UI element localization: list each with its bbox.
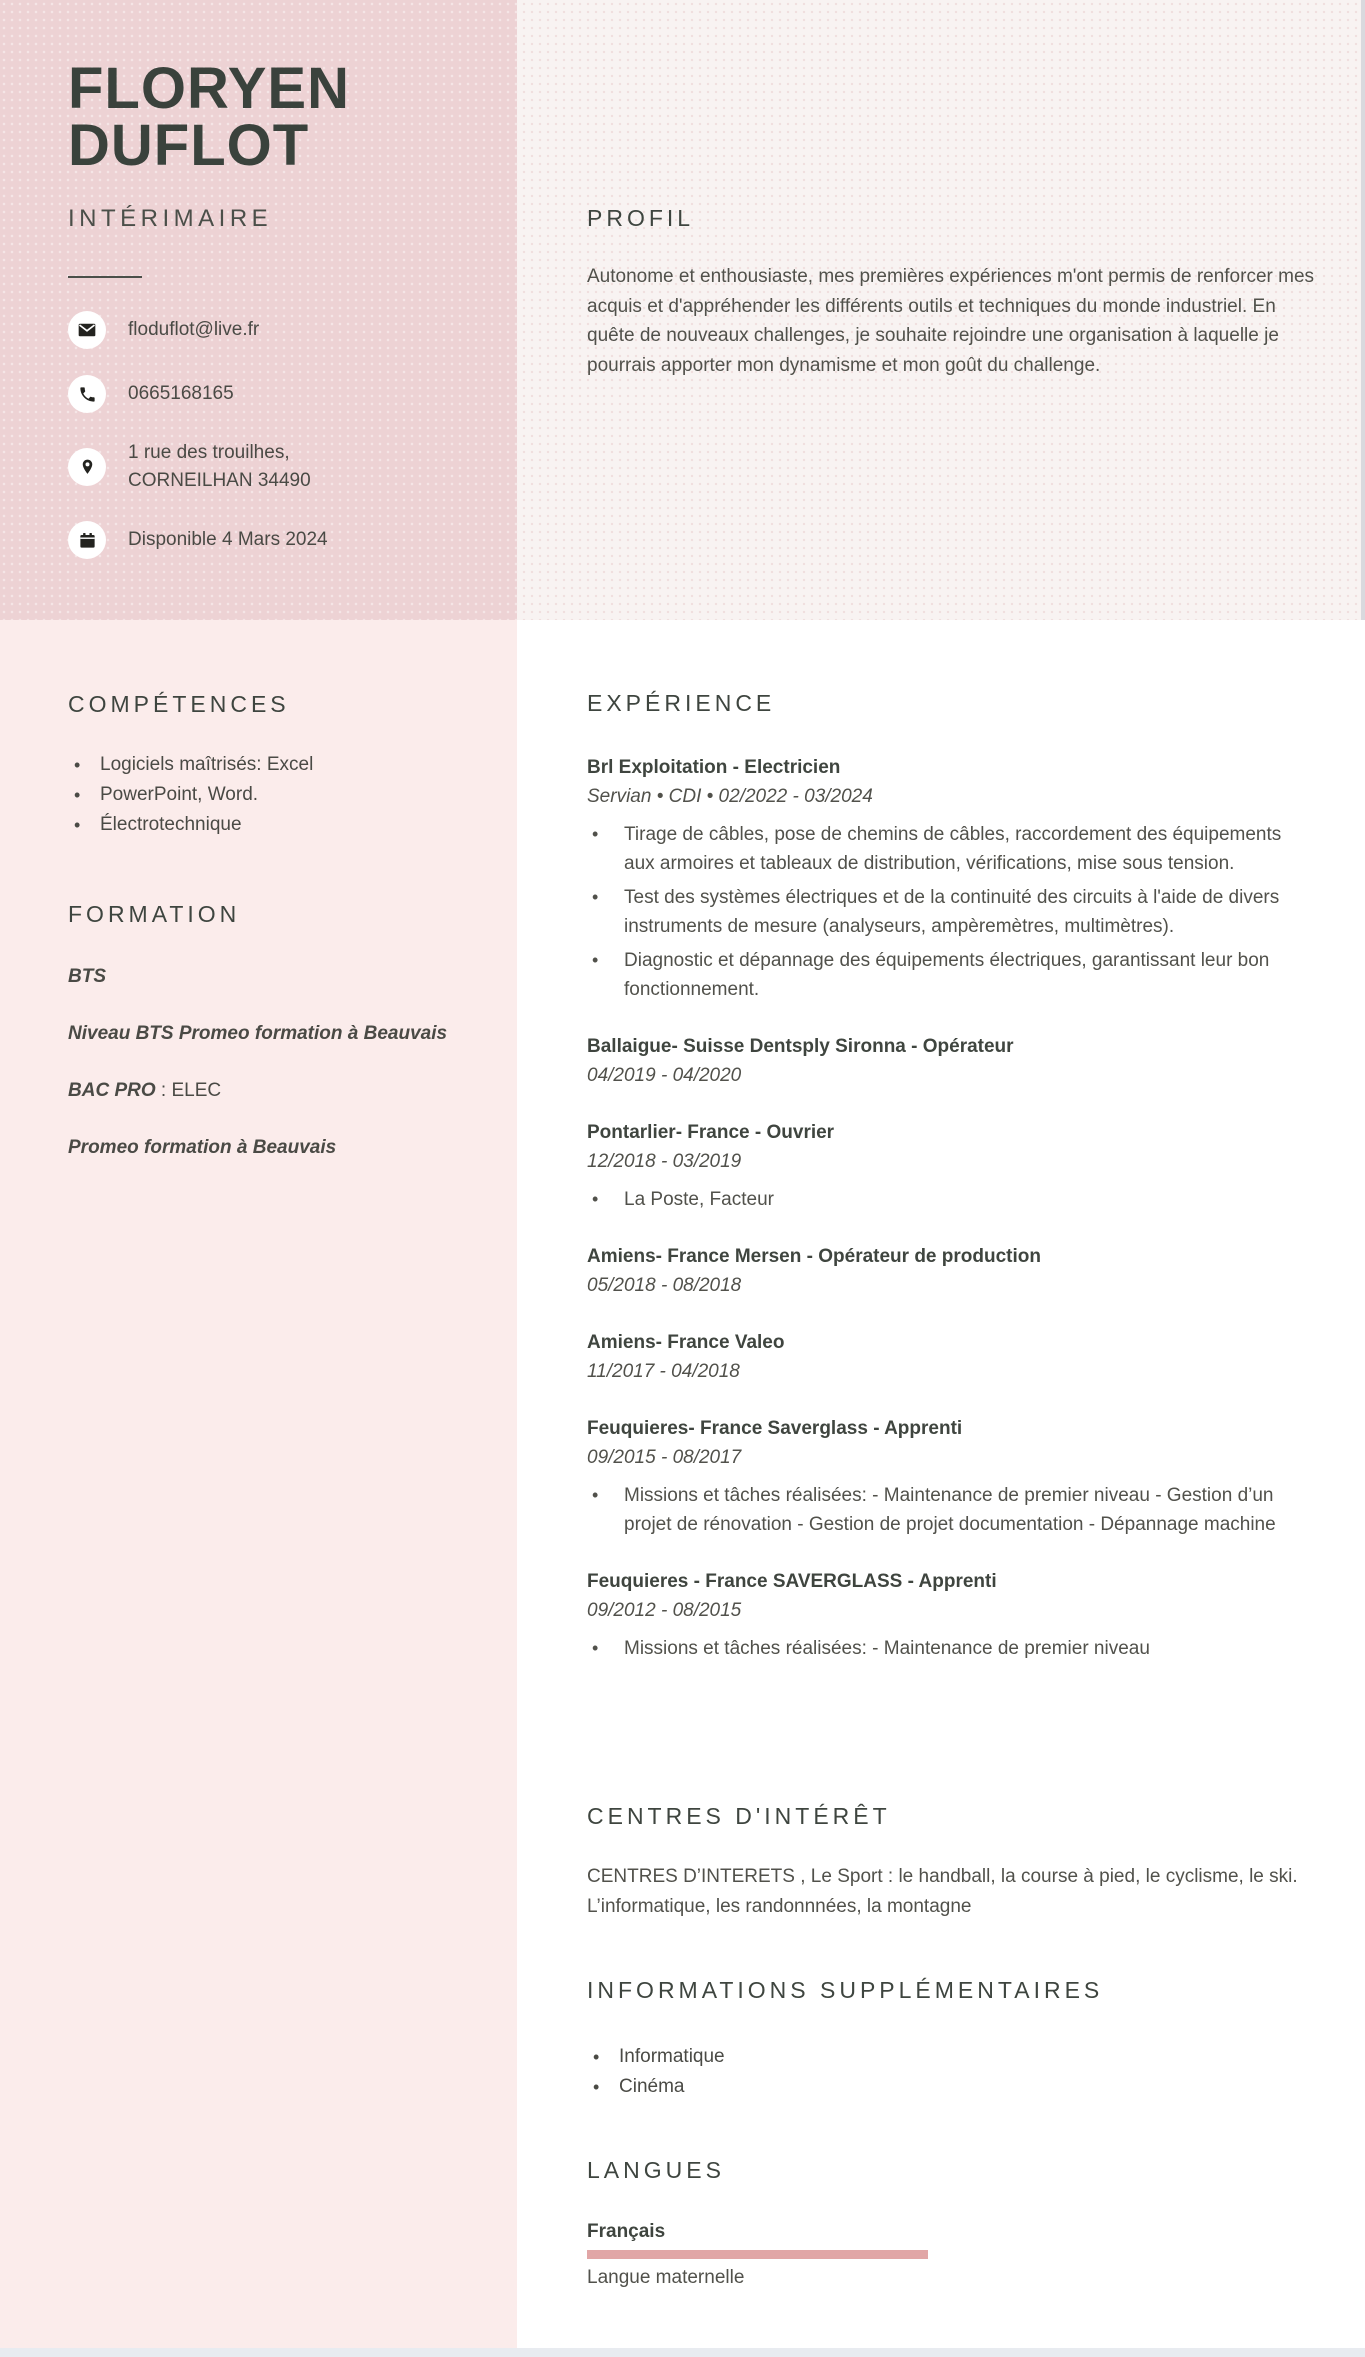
job-title: Brl Exploitation - Electricien	[587, 757, 841, 778]
job-bullet: • Missions et tâches réalisées: - Maintenance de premier niveau - Gestion d’un projet de rénovation - Gestion de projet documentation - Dépannage machine	[587, 1481, 1315, 1539]
job-title: Feuquieres - France SAVERGLASS - Apprenti	[587, 1571, 997, 1592]
language-name: Français	[587, 2221, 666, 2242]
sidebar-body	[0, 620, 517, 2348]
job-meta: 11/2017 - 04/2018	[587, 1361, 740, 1382]
interets-title: CENTRES D'INTÉRÊT	[587, 1803, 891, 1829]
person-name	[68, 56, 487, 178]
job-meta: 09/2015 - 08/2017	[587, 1447, 742, 1468]
contact-phone-row	[68, 375, 487, 413]
location-icon	[68, 448, 106, 486]
job-bullet: • Test des systèmes électriques et de la continuité des circuits à l'aide de divers instruments de mesure (analyseurs, ampèremètres, multimètres).	[587, 883, 1315, 941]
calendar-icon	[68, 521, 106, 559]
contact-email-value: floduflot@live.fr	[128, 319, 260, 340]
info-item: • Cinéma	[587, 2072, 1315, 2102]
job-bullet-list	[587, 820, 1315, 1004]
competence-item: • PowerPoint, Word.	[68, 780, 479, 810]
infos-list	[587, 2042, 1315, 2102]
job-meta: Servian • CDI • 02/2022 - 03/2024	[587, 786, 873, 807]
job-bullet-list	[587, 1634, 1315, 1663]
section-experience	[587, 689, 1315, 1691]
contact-email-row	[68, 311, 487, 349]
job-title: Pontarlier- France - Ouvrier	[587, 1122, 835, 1143]
job-bullet: • Diagnostic et dépannage des équipements électriques, garantissant leur bon fonctionnement.	[587, 946, 1315, 1004]
experience-title: EXPÉRIENCE	[587, 690, 776, 716]
competences-title: COMPÉTENCES	[68, 691, 290, 717]
formation-list	[68, 962, 479, 1163]
contact-address-line1: 1 rue des trouilhes,	[128, 442, 290, 463]
sidebar-header	[0, 0, 517, 620]
page-footer-strip	[0, 2348, 1365, 2357]
competence-item: • Électrotechnique	[68, 810, 479, 840]
divider	[68, 276, 142, 278]
profil-text: Autonome et enthousiaste, mes premières expériences m'ont permis de renforcer mes acquis et d'appréhender les différents outils et techniques du monde industriel. En quête de nouveaux challenges, je souhaite rejoindre une organisation à laquelle je pourrais apporter mon dynamisme et mon goût du challenge.	[587, 266, 1315, 376]
contact-address-row	[68, 439, 487, 495]
formation-item: Niveau BTS Promeo formation à Beauvais	[68, 1023, 448, 1044]
job-title: Ballaigue- Suisse Dentsply Sironna - Opérateur	[587, 1036, 1014, 1057]
contact-list	[68, 311, 487, 559]
job-bullet: • Tirage de câbles, pose de chemins de câbles, raccordement des équipements aux armoires et tableaux de distribution, vérifications, mise sous tension.	[587, 820, 1315, 878]
section-interets	[587, 1802, 1315, 1921]
formation-item: BAC PRO : ELEC	[68, 1080, 222, 1101]
job-bullet: • Missions et tâches réalisées: - Maintenance de premier niveau	[587, 1634, 1315, 1663]
langues-title: LANGUES	[587, 2157, 725, 2183]
job-entry	[587, 1032, 1315, 1090]
section-langues	[587, 2156, 1315, 2291]
page-right-edge	[1361, 0, 1365, 620]
infos-title: INFORMATIONS SUPPLÉMENTAIRES	[587, 1977, 1104, 2003]
email-icon	[68, 311, 106, 349]
competences-list	[68, 750, 479, 840]
formation-title: FORMATION	[68, 901, 241, 927]
language-level-bar-fill	[587, 2250, 928, 2259]
job-meta: 12/2018 - 03/2019	[587, 1151, 742, 1172]
person-job-title: INTÉRIMAIRE	[68, 205, 273, 232]
contact-address-line2: CORNEILHAN 34490	[128, 470, 311, 491]
contact-address-value	[128, 439, 311, 495]
formation-item: BTS	[68, 966, 106, 987]
section-profil	[587, 204, 1315, 380]
job-title: Amiens- France Valeo	[587, 1332, 785, 1353]
formation-item: Promeo formation à Beauvais	[68, 1137, 337, 1158]
person-name-line1: FLORYEN	[68, 56, 350, 121]
competence-item: • Logiciels maîtrisés: Excel	[68, 750, 479, 780]
contact-availability-value: Disponible 4 Mars 2024	[128, 529, 328, 550]
job-bullet: • La Poste, Facteur	[587, 1185, 1315, 1214]
language-level-bar	[587, 2250, 1312, 2259]
info-item: • Informatique	[587, 2042, 1315, 2072]
person-name-line2: DUFLOT	[68, 113, 310, 178]
job-title: Feuquieres- France Saverglass - Apprenti	[587, 1418, 963, 1439]
job-bullet-list	[587, 1481, 1315, 1539]
contact-availability-row	[68, 521, 487, 559]
section-infos-supplementaires	[587, 1976, 1315, 2102]
phone-icon	[68, 375, 106, 413]
job-meta: 09/2012 - 08/2015	[587, 1600, 742, 1621]
interets-text: CENTRES D’INTERETS , Le Sport : le handball, la course à pied, le cyclisme, le ski. L’informatique, les randonnnées, la montagne	[587, 1866, 1298, 1917]
job-meta: 04/2019 - 04/2020	[587, 1065, 742, 1086]
job-entry	[587, 1242, 1315, 1300]
contact-phone-value: 0665168165	[128, 383, 234, 404]
job-entry	[587, 1118, 1315, 1214]
language-level-label: Langue maternelle	[587, 2267, 745, 2288]
profil-title: PROFIL	[587, 205, 695, 231]
job-entry	[587, 1567, 1315, 1663]
job-title: Amiens- France Mersen - Opérateur de production	[587, 1246, 1041, 1267]
job-bullet-list	[587, 1185, 1315, 1214]
job-entry	[587, 1414, 1315, 1539]
job-entry	[587, 1328, 1315, 1386]
job-meta: 05/2018 - 08/2018	[587, 1275, 742, 1296]
job-entry	[587, 753, 1315, 1004]
